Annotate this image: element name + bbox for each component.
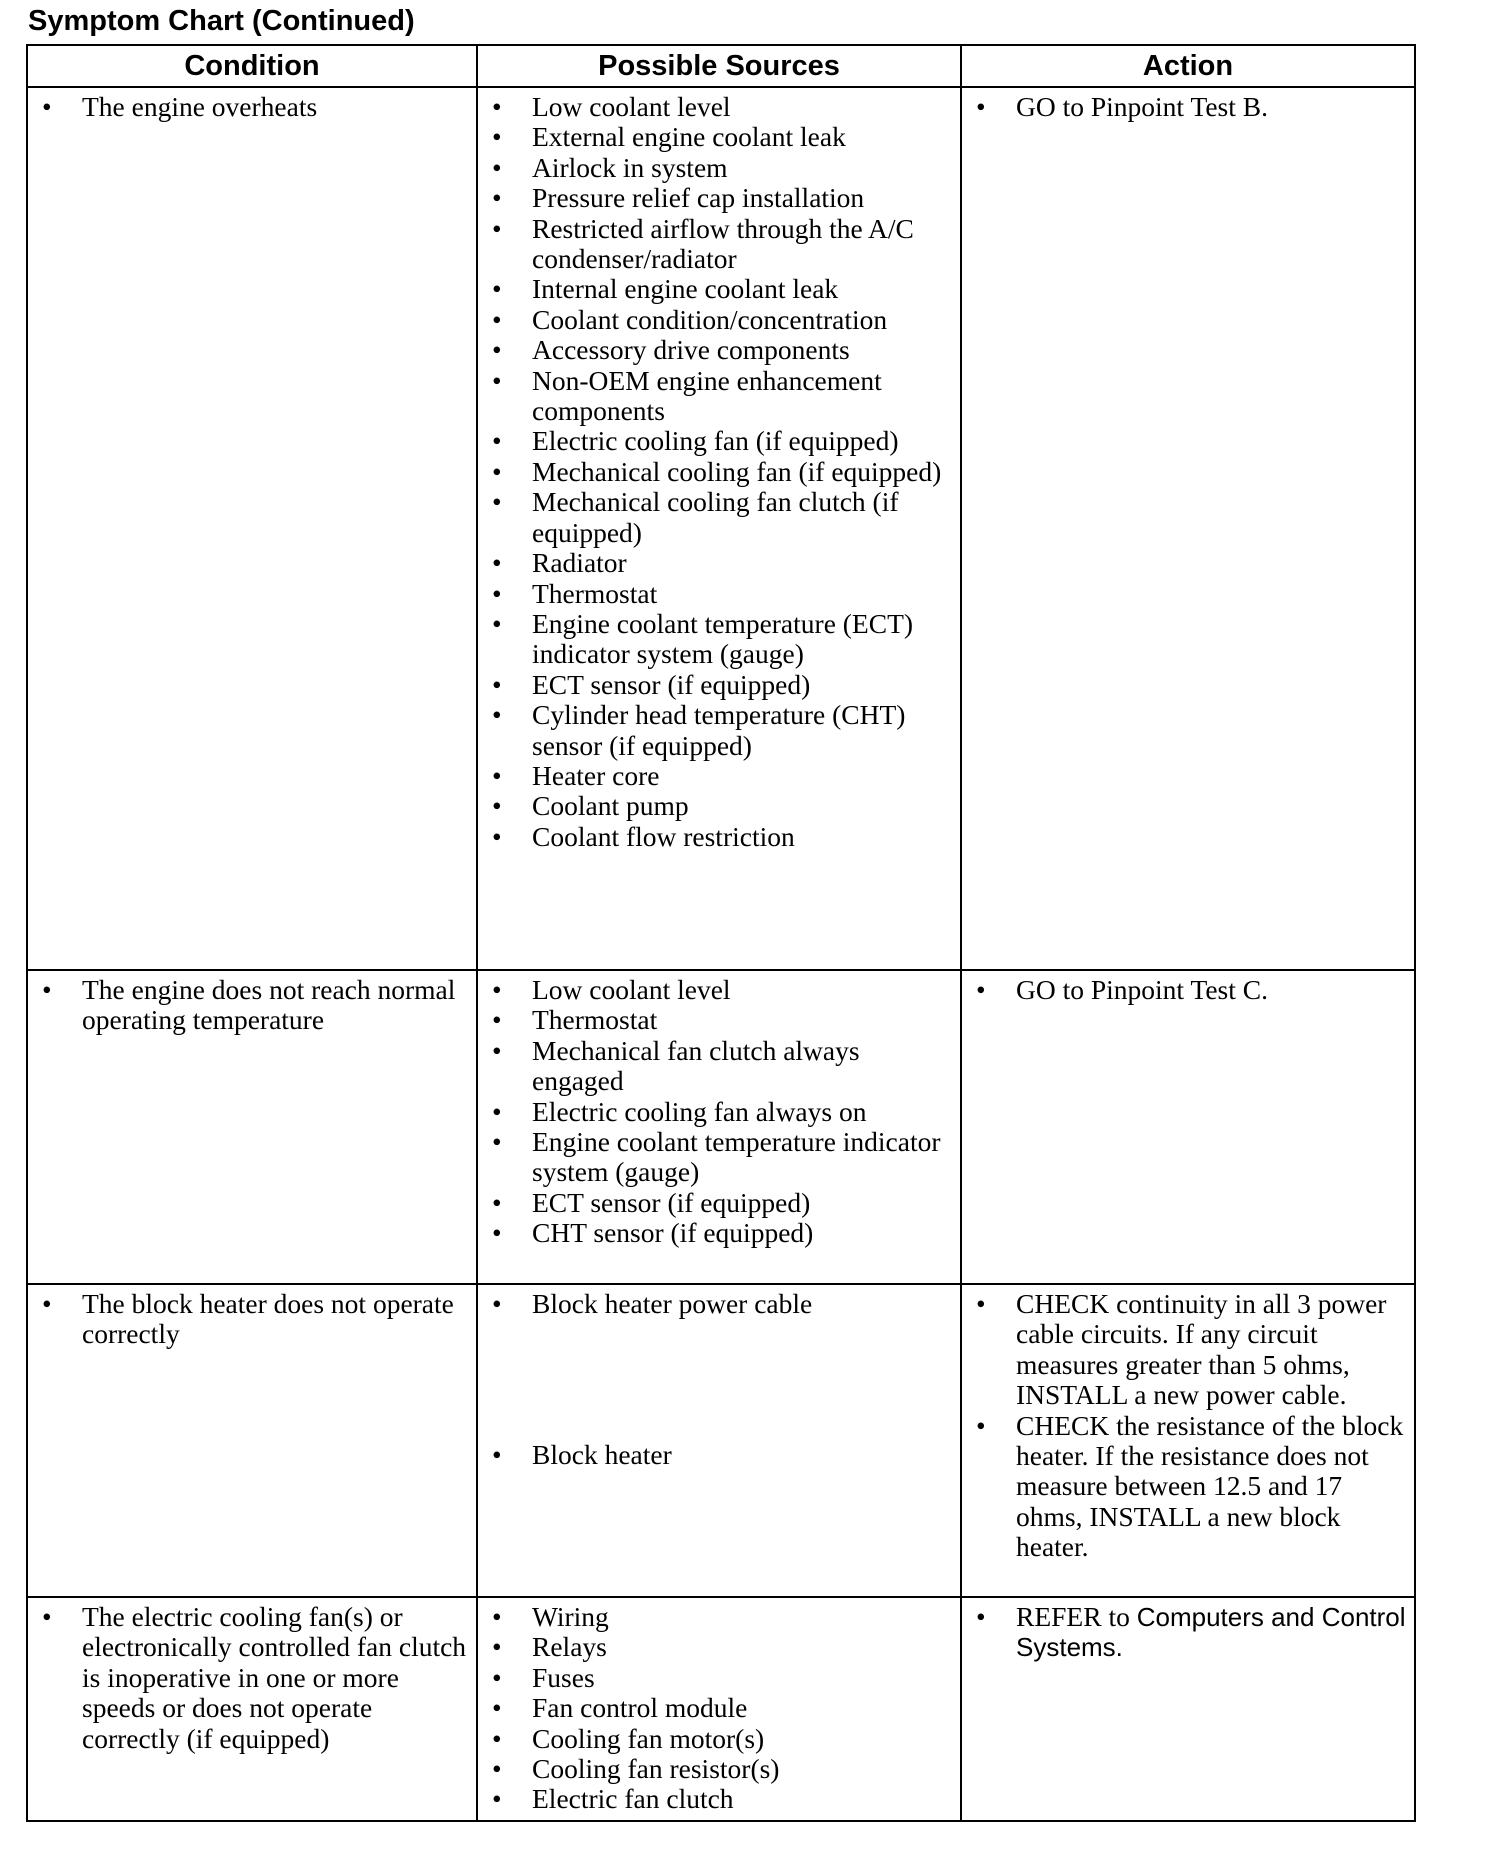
source-item: • Block heater power cable	[478, 1289, 954, 1319]
table-row	[27, 1284, 1415, 1597]
action-item: • GO to Pinpoint Test B.	[962, 92, 1408, 122]
source-item: • Mechanical cooling fan clutch (if equipped)	[478, 487, 954, 548]
condition-header: Condition	[27, 45, 477, 87]
source-item: • Electric fan clutch	[478, 1784, 954, 1814]
action-cell	[961, 1597, 1415, 1821]
action-cell	[961, 970, 1415, 1284]
source-item: • Coolant flow restriction	[478, 822, 954, 852]
action-cell	[961, 1284, 1415, 1597]
table-header-row	[27, 45, 1415, 87]
source-item: • Airlock in system	[478, 153, 954, 183]
action-item	[962, 1602, 1408, 1663]
source-item: • Low coolant level	[478, 92, 954, 122]
sources-cell	[477, 1597, 961, 1821]
source-item: • Thermostat	[478, 1005, 954, 1035]
source-item: • Low coolant level	[478, 975, 954, 1005]
source-item: • ECT sensor (if equipped)	[478, 1188, 954, 1218]
source-item: • Restricted airflow through the A/C condenser/radiator	[478, 214, 954, 275]
condition-text: • The engine overheats	[28, 92, 470, 122]
source-item: • Engine coolant temperature (ECT) indicator system (gauge)	[478, 609, 954, 670]
source-item: • CHT sensor (if equipped)	[478, 1218, 954, 1248]
source-item: • Mechanical fan clutch always engaged	[478, 1036, 954, 1097]
condition-cell	[27, 1284, 477, 1597]
source-item: • Engine coolant temperature indicator system (gauge)	[478, 1127, 954, 1188]
page-title: Symptom Chart (Continued)	[28, 5, 415, 37]
table-row	[27, 970, 1415, 1284]
condition-text: • The block heater does not operate correctly	[28, 1289, 470, 1350]
source-item: • Coolant pump	[478, 791, 954, 821]
table-row	[27, 1597, 1415, 1821]
source-item: • Heater core	[478, 761, 954, 791]
source-item: • Block heater	[478, 1440, 954, 1470]
table-row	[27, 87, 1415, 970]
source-item: • Coolant condition/concentration	[478, 305, 954, 335]
condition-text: • The engine does not reach normal operating temperature	[28, 975, 470, 1036]
sources-cell	[477, 87, 961, 970]
condition-text: • The electric cooling fan(s) or electronically controlled fan clutch is inoperative in one or more speeds or does not operate correctly (if equipped)	[28, 1602, 470, 1754]
action-item: • CHECK continuity in all 3 power cable circuits. If any circuit measures greater than 5 ohms, INSTALL a new power cable.	[962, 1289, 1408, 1411]
source-item: • Wiring	[478, 1602, 954, 1632]
source-item: • Radiator	[478, 548, 954, 578]
source-item: • Thermostat	[478, 579, 954, 609]
source-item: • Cooling fan resistor(s)	[478, 1754, 954, 1784]
possible-sources-header: Possible Sources	[477, 45, 961, 87]
action-item: • CHECK the resistance of the block heater. If the resistance does not measure between 12.5 and 17 ohms, INSTALL a new block heater.	[962, 1411, 1408, 1563]
source-item: • Relays	[478, 1632, 954, 1662]
source-item: • Fuses	[478, 1663, 954, 1693]
sources-cell	[477, 970, 961, 1284]
source-item: • Non-OEM engine enhancement components	[478, 366, 954, 427]
source-item: • ECT sensor (if equipped)	[478, 670, 954, 700]
action-item: • GO to Pinpoint Test C.	[962, 975, 1408, 1005]
source-item: • Electric cooling fan (if equipped)	[478, 426, 954, 456]
refer-verb: REFER to	[1016, 1601, 1130, 1632]
source-item: • External engine coolant leak	[478, 122, 954, 152]
sources-cell	[477, 1284, 961, 1597]
condition-cell	[27, 1597, 477, 1821]
action-cell	[961, 87, 1415, 970]
source-item: • Internal engine coolant leak	[478, 274, 954, 304]
source-item: • Cylinder head temperature (CHT) sensor (if equipped)	[478, 700, 954, 761]
refer-target: Computers and Control Systems.	[1016, 1602, 1406, 1663]
source-item: • Pressure relief cap installation	[478, 183, 954, 213]
symptom-chart-table	[26, 44, 1416, 1822]
condition-cell	[27, 970, 477, 1284]
action-header: Action	[961, 45, 1415, 87]
source-item: • Electric cooling fan always on	[478, 1097, 954, 1127]
source-item: • Mechanical cooling fan (if equipped)	[478, 457, 954, 487]
source-item: • Accessory drive components	[478, 335, 954, 365]
source-item: • Cooling fan motor(s)	[478, 1724, 954, 1754]
source-item: • Fan control module	[478, 1693, 954, 1723]
condition-cell	[27, 87, 477, 970]
